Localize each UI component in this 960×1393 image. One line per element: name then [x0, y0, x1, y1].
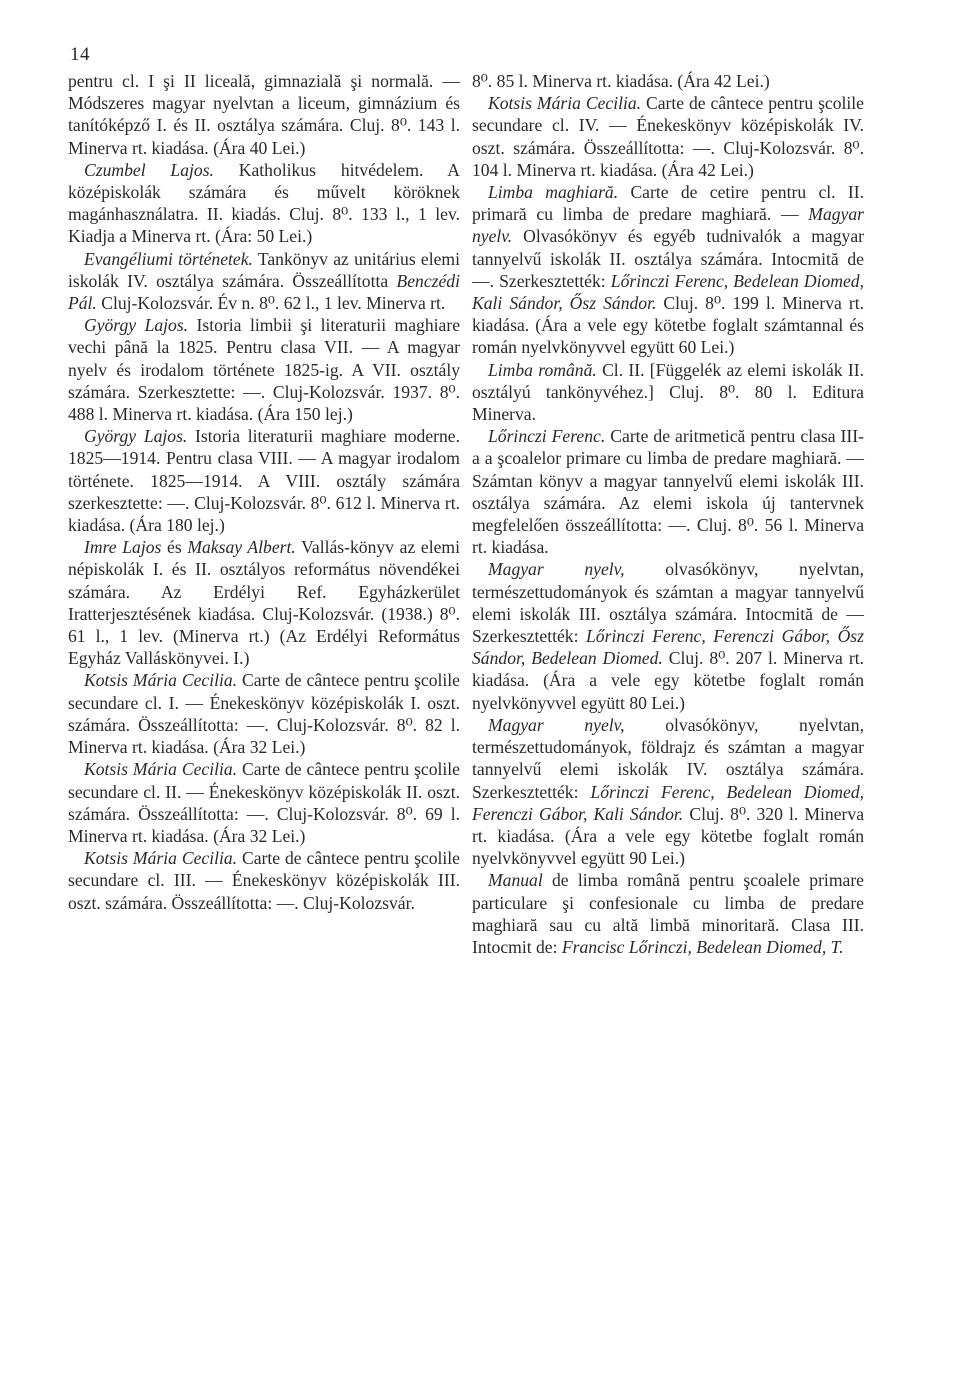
- entry-italic-text: Manual: [488, 870, 543, 891]
- bibliography-entry: [472, 425, 864, 558]
- bibliography-entry: [68, 314, 460, 425]
- entry-text: Carte de cântece pentru şcolile secundare cl. IV. — Énekeskönyv középiskolák IV. oszt. számára. Összeállította: —. Cluj-Kolozsvár. 8⁰. 104 l. Minerva rt. kiadása. (Ára 42 Lei.): [472, 93, 864, 180]
- entry-text: Carte de cântece pentru şcolile secundare cl. III. — Énekeskönyv középiskolák III. oszt. számára. Összeállította: —. Cluj-Kolozsvár.: [68, 848, 460, 913]
- left-column: [68, 70, 460, 914]
- bibliography-entry: [472, 359, 864, 426]
- entry-text: Vallás-könyv az elemi népiskolák I. és II. osztályos református növendékei számára. Az Erdélyi Ref. Egyházkerület Iratterjesztésének kiadása. Cluj-Kolozsvár. (1938.) 8⁰. 61 l., 1 lev. (Minerva rt.) (Az Erdélyi Református Egyház Valláskönyvei. I.): [68, 537, 460, 669]
- bibliography-entry: [68, 669, 460, 758]
- entry-italic-text: Kotsis Mária Cecilia.: [488, 93, 642, 114]
- entry-italic-text: Benczédi Pál.: [68, 270, 460, 314]
- entry-italic-text: Czumbel Lajos.: [84, 159, 214, 180]
- bibliography-entry: [472, 70, 864, 92]
- entry-text: Istoria literaturii maghiare moderne. 1825—1914. Pentru clasa VIII. — A magyar irodalom története. 1825—1914. A VIII. osztály számára szerkesztette: —. Cluj-Kolozsvár. 8⁰. 612 l. Minerva rt. kiadása. (Ára 180 lej.): [68, 426, 460, 536]
- entry-italic-text: Lőrinczi Ferenc, Bedelean Diomed, Ferenczi Gábor, Kali Sándor.: [472, 781, 865, 824]
- bibliography-entry: [68, 847, 460, 914]
- entry-text: Carte de cântece pentru şcolile secundare cl. II. — Énekeskönyv középiskolák II. oszt. számára. Összeállította: —. Cluj-Kolozsvár. 8⁰. 69 l. Minerva rt. kiadása. (Ára 32 Lei.): [68, 759, 460, 846]
- entry-italic-text: Maksay Albert.: [187, 537, 296, 558]
- entry-text: Tankönyv az unitárius elemi iskolák IV. osztálya számára. Összeállította: [68, 248, 460, 291]
- page-number: 14: [70, 44, 90, 65]
- entry-text: Cluj-Kolozsvár. Év n. 8⁰. 62 l., 1 lev. Minerva rt.: [96, 293, 446, 314]
- entry-text: Cluj. 8⁰. 199 l. Minerva rt. kiadása. (Ára a vele egy kötetbe foglalt számtannal és román nyelvkönyvvel együtt 60 Lei.): [472, 293, 864, 358]
- entry-text: 8⁰. 85 l. Minerva rt. kiadása. (Ára 42 Lei.): [472, 71, 770, 91]
- entry-text: Cl. II. [Függelék az elemi iskolák II. osztályú tankönyvéhez.] Cluj. 8⁰. 80 l. Editura Minerva.: [472, 359, 864, 425]
- entry-italic-text: Magyar nyelv.: [472, 204, 864, 247]
- entry-italic-text: Kotsis Mária Cecilia.: [84, 848, 238, 869]
- bibliography-entry: [68, 159, 460, 248]
- entry-italic-text: Imre Lajos: [84, 537, 162, 558]
- entry-italic-text: Francisc Lőrinczi, Bedelean Diomed, T.: [561, 936, 844, 957]
- bibliography-entry: [472, 181, 864, 359]
- bibliography-entry: [472, 714, 864, 869]
- entry-text: Cluj. 8⁰. 320 l. Minerva rt. kiadása. (Ára a vele egy kötetbe foglalt román nyelvkönyvvel együtt 90 Lei.): [472, 803, 864, 869]
- bibliography-entry: [68, 248, 460, 315]
- entry-text: Istoria limbii şi literaturii maghiare vechi până la 1825. Pentru clasa VII. — A magyar nyelv és irodalom története 1825-ig. A VII. osztály számára. Szerkesztette: —. Cluj-Kolozsvár. 1937. 8⁰. 488 l. Minerva rt. kiadása. (Ára 150 lej.): [68, 315, 461, 425]
- entry-italic-text: Magyar nyelv,: [488, 714, 625, 735]
- bibliography-entry: [472, 558, 864, 713]
- entry-italic-text: Lőrinczi Ferenc, Ferenczi Gábor, Ősz Sándor, Bedelean Diomed.: [472, 626, 864, 669]
- entry-text: olvasókönyv, nyelvtan, természettudományok, földrajz és számtan a magyar tannyelvű elemi iskolák IV. osztálya számára. Szerkesztették:: [472, 714, 865, 802]
- entry-italic-text: Lőrinczi Ferenc, Bedelean Diomed, Kali Sándor, Ősz Sándor.: [472, 270, 864, 314]
- bibliography-entry: [68, 536, 460, 669]
- entry-text: Carte de cetire pentru cl. II. primară cu limba de predare maghiară. —: [472, 182, 864, 225]
- entry-italic-text: Magyar nyelv,: [488, 559, 625, 580]
- entry-text: olvasókönyv, nyelvtan, természettudományok és számtan a magyar tannyelvű elemi iskolák III. osztálya számára. Intocmită de — Szerkesztették:: [472, 559, 865, 647]
- entry-text: Carte de aritmetică pentru clasa III-a a şcoalelor primare cu limba de predare maghiară. — Számtan könyv a magyar tannyelvű elemi iskolák III. osztálya számára. Az elemi iskola új tantervnek megfelelően összeállította: —. Cluj. 8⁰. 56 l. Minerva rt. kiadása.: [472, 426, 864, 558]
- entry-text: Olvasókönyv és egyéb tudnivalók a magyar tannyelvű iskolák II. osztálya számára. Intocmită de —. Szerkesztették:: [472, 226, 864, 291]
- entry-italic-text: Limba maghiară.: [488, 182, 619, 203]
- entry-italic-text: Kotsis Mária Cecilia.: [84, 759, 238, 780]
- bibliography-entry: [472, 92, 864, 181]
- entry-text: és: [161, 537, 188, 558]
- entry-text: pentru cl. I şi II liceală, gimnazială şi normală. — Módszeres magyar nyelvtan a liceum, gimnázium és tanítóképző I. és II. osztálya számára. Cluj. 8⁰. 143 l. Minerva rt. kiadása. (Ára 40 Lei.): [68, 71, 460, 158]
- bibliography-entry: [68, 758, 460, 847]
- right-column: [472, 70, 864, 958]
- entry-text: Katholikus hitvédelem. A középiskolák számára és művelt köröknek magánhasználatra. II. kiadás. Cluj. 8⁰. 133 l., 1 lev. Kiadja a Minerva rt. (Ára: 50 Lei.): [68, 159, 460, 247]
- bibliography-entry: [472, 869, 864, 958]
- entry-text: Cluj. 8⁰. 207 l. Minerva rt. kiadása. (Ára a vele egy kötetbe foglalt román nyelvkönyvvel együtt 80 Lei.): [472, 648, 864, 713]
- entry-italic-text: Limba română.: [488, 359, 597, 380]
- entry-text: de limba română pentru şcoalele primare particulare şi confesionale cu limba de predare maghiară sau cu altă limbă minoritară. Clasa III. Intocmit de:: [472, 870, 864, 957]
- entry-italic-text: György Lajos.: [84, 315, 189, 336]
- bibliography-entry: [68, 70, 460, 159]
- entry-italic-text: György Lajos.: [84, 426, 188, 447]
- entry-italic-text: Evangéliumi történetek.: [84, 248, 253, 269]
- entry-italic-text: Lőrinczi Ferenc.: [488, 426, 606, 447]
- bibliography-entry: [68, 425, 460, 536]
- entry-text: Carte de cântece pentru şcolile secundare cl. I. — Énekeskönyv középiskolák I. oszt. számára. Összeállította: —. Cluj-Kolozsvár. 8⁰. 82 l. Minerva rt. kiadása. (Ára 32 Lei.): [68, 670, 460, 758]
- entry-italic-text: Kotsis Mária Cecilia.: [84, 670, 238, 691]
